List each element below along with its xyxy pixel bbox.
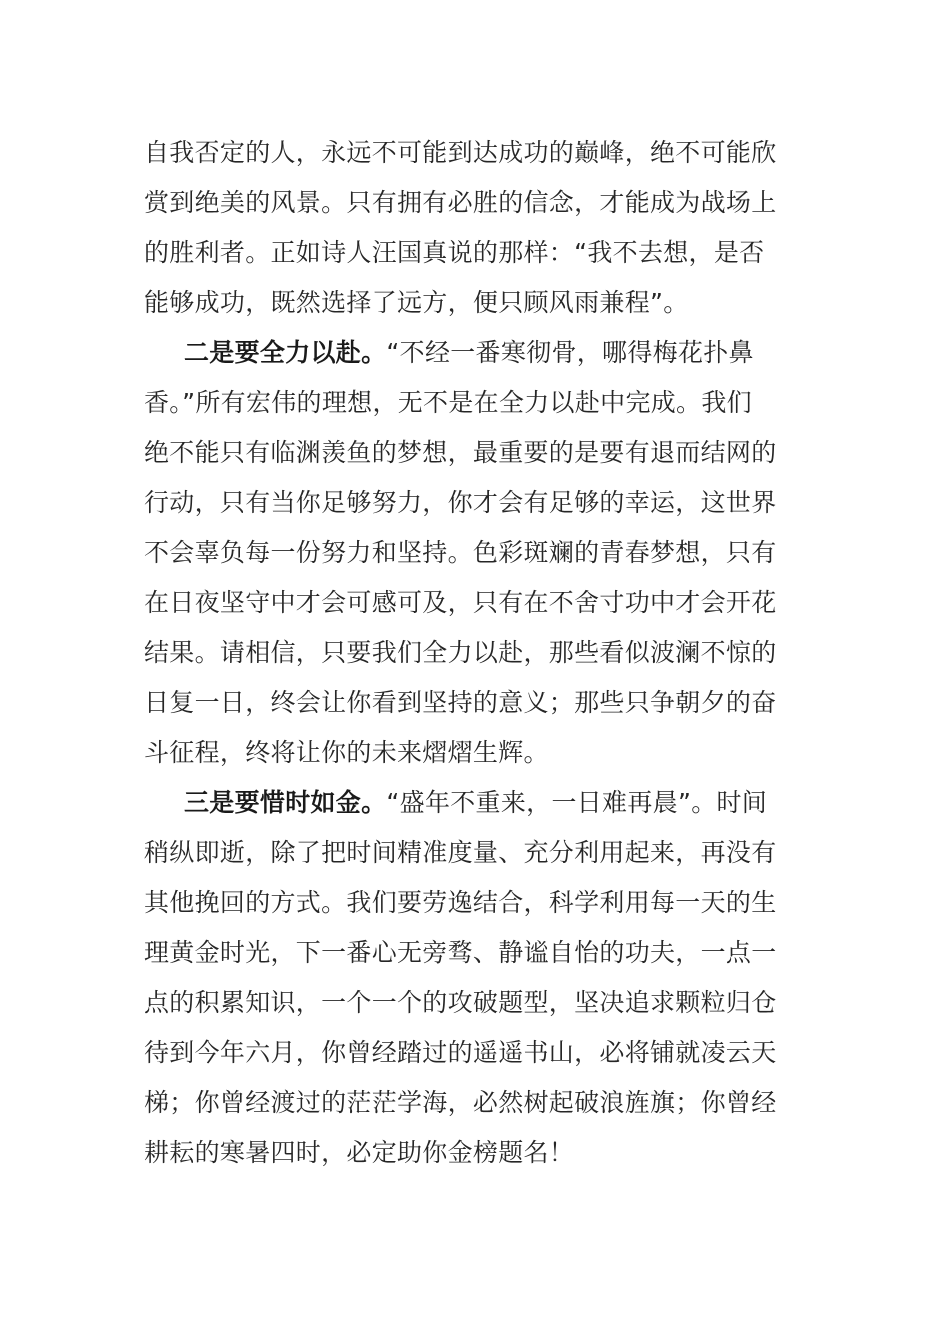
text-line-first (144, 778, 806, 828)
text-segment: “不经一番寒彻骨，哪得梅花扑鼻 (386, 338, 754, 367)
paragraph-1 (144, 128, 806, 328)
text-line-first (144, 328, 806, 378)
paragraph-2 (144, 328, 806, 778)
text-line: 在日夜坚守中才会可感可及，只有在不舍寸功中才会开花 (144, 588, 777, 617)
text-line: 行动，只有当你足够努力，你才会有足够的幸运，这世界 (144, 488, 777, 517)
text-line: 结果。请相信，只要我们全力以赴，那些看似波澜不惊的 (144, 638, 777, 667)
text-line: 待到今年六月，你曾经踏过的遥遥书山，必将铺就凌云天 (144, 1038, 777, 1067)
text-line: 绝不能只有临渊羡鱼的梦想，最重要的是要有退而结网的 (144, 438, 777, 467)
text-line: 梯；你曾经渡过的茫茫学海，必然树起破浪旌旗；你曾经 (144, 1088, 777, 1117)
paragraph-heading: 二是要全力以赴。 (184, 338, 387, 367)
text-line: 赏到绝美的风景。只有拥有必胜的信念，才能成为战场上 (144, 188, 777, 217)
text-line: 理黄金时光，下一番心无旁骛、静谧自怡的功夫，一点一 (144, 938, 777, 967)
text-line: 斗征程，终将让你的未来熠熠生辉。 (144, 738, 549, 767)
text-line: 能够成功，既然选择了远方，便只顾风雨兼程”。 (144, 288, 689, 317)
text-line: 点的积累知识，一个一个的攻破题型，坚决追求颗粒归仓 (144, 988, 777, 1017)
paragraph-3 (144, 778, 806, 1178)
text-line: 其他挽回的方式。我们要劳逸结合，科学利用每一天的生 (144, 888, 777, 917)
text-line: 稍纵即逝，除了把时间精准度量、充分利用起来，再没有 (144, 838, 777, 867)
text-line: 耕耘的寒暑四时，必定助你金榜题名！ (144, 1138, 575, 1167)
document-body (144, 128, 806, 1178)
text-line: 不会辜负每一份努力和坚持。色彩斑斓的青春梦想，只有 (144, 538, 777, 567)
text-line: 的胜利者。正如诗人汪国真说的那样：“我不去想，是否 (144, 238, 765, 267)
text-line: 自我否定的人，永远不可能到达成功的巅峰，绝不可能欣 (144, 138, 777, 167)
text-segment: “盛年不重来，一日难再晨”。时间 (386, 788, 768, 817)
text-line: 日复一日，终会让你看到坚持的意义；那些只争朝夕的奋 (144, 688, 777, 717)
paragraph-heading: 三是要惜时如金。 (184, 788, 387, 817)
text-line: 香。”所有宏伟的理想，无不是在全力以赴中完成。我们 (144, 388, 752, 417)
